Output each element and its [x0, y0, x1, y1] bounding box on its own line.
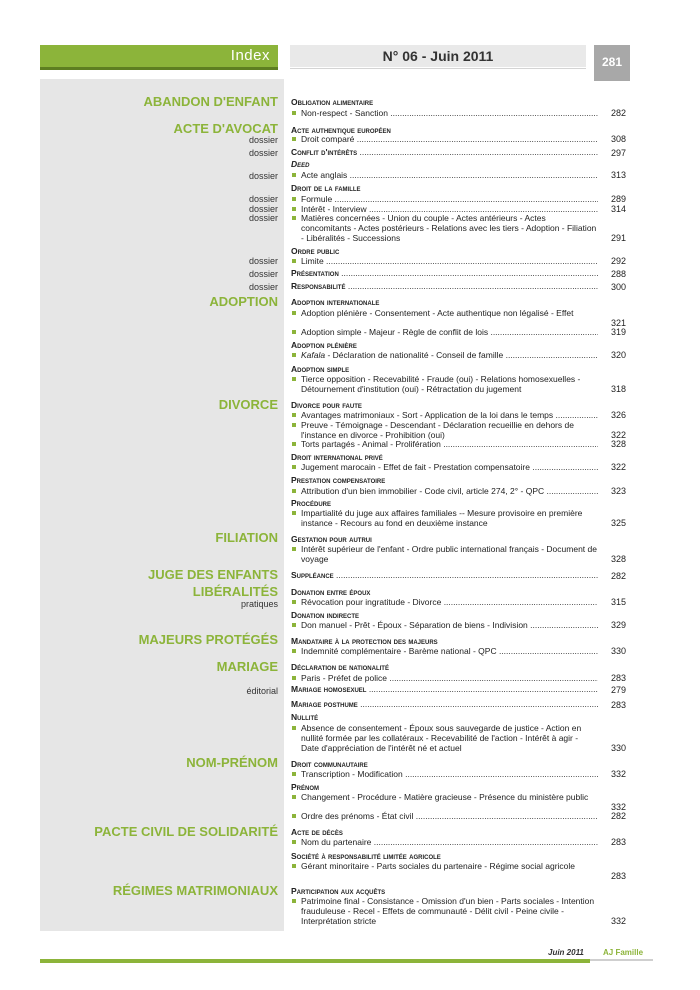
list-item: Adoption simple - Majeur - Règle de conflit de lois ..... 319 [291, 327, 628, 337]
heading-adoption-pleniere: Adoption plénière [291, 340, 357, 350]
issue-title: N° 06 - Juin 2011 [382, 48, 494, 64]
label-dossier: dossier [248, 204, 278, 214]
index-tab [40, 45, 278, 67]
heading-presentation: Présentation ..... 288 [291, 268, 628, 279]
category-acte-avocat: ACTE D'AVOCAT [173, 121, 278, 136]
list-item: Gérant minoritaire - Parts sociales du partenaire - Régime social agricole 283 [291, 861, 628, 881]
list-item: Matières concernées - Union du couple - Actes antérieurs - Actes concomitants - Actes postérieurs - Relations avec les tiers - Adoption - Filiation - Libéralités - Successions 291 [291, 213, 628, 243]
label-dossier: dossier [248, 194, 278, 204]
label-editorial: éditorial [246, 686, 278, 696]
list-item: Acte anglais ..... 313 [291, 170, 628, 180]
heading-deed: Deed [291, 159, 310, 169]
heading-responsabilite: Responsabilité ..... 300 [291, 281, 628, 292]
list-item: Absence de consentement - Époux sous sauvegarde de justice - Action en nullité formée par les collatéraux - Recevabilité de l'action - Intérêt à agir - Date d'appréciation de l'intérêt né et actuel 330 [291, 723, 628, 753]
heading-mandataire: Mandataire à la protection des majeurs [291, 636, 438, 646]
index-underline [40, 67, 278, 70]
list-item: Indemnité complémentaire - Barème national - QPC ..... 330 [291, 646, 628, 656]
category-adoption: ADOPTION [209, 294, 278, 309]
category-regimes-matrimoniaux: RÉGIMES MATRIMONIAUX [112, 883, 278, 898]
label-dossier: dossier [248, 213, 278, 223]
index-entries [291, 79, 628, 931]
index-title: Index [230, 47, 270, 64]
list-item: Formule ..... 289 [291, 194, 628, 204]
list-item: Droit comparé ..... 308 [291, 134, 628, 144]
category-nom-prenom: NOM-PRÉNOM [186, 755, 278, 770]
footer-rule-grey [590, 959, 653, 961]
list-item: Impartialité du juge aux affaires familiales -- Mesure provisoire en première instance - Recours au fond en deuxième instance 325 [291, 508, 628, 528]
category-panel [40, 79, 284, 931]
label-dossier: dossier [248, 135, 278, 145]
list-item: Révocation pour ingratitude - Divorce ..... 315 [291, 597, 628, 607]
label-pratiques: pratiques [240, 599, 278, 609]
list-item: Avantages matrimoniaux - Sort - Application de la loi dans le temps ..... 326 [291, 410, 628, 420]
label-dossier: dossier [248, 282, 278, 292]
category-juge-enfants: JUGE DES ENFANTS [147, 567, 278, 582]
list-item: Changement - Procédure - Matière gracieuse - Présence du ministère public 332 [291, 792, 628, 812]
heading-societe: Société à responsabilité limitée agricole [291, 851, 441, 861]
heading-donation-indirecte: Donation indirecte [291, 610, 360, 620]
issue-underline [290, 68, 586, 69]
heading-ordre-public: Ordre public [291, 246, 340, 256]
list-item: Intérêt supérieur de l'enfant - Ordre public international français - Document de voyage 328 [291, 544, 628, 564]
label-dossier: dossier [248, 171, 278, 181]
heading-prenom: Prénom [291, 782, 320, 792]
list-item: Attribution d'un bien immobilier - Code civil, article 274, 2° - QPC ..... 323 [291, 486, 628, 496]
heading-mariage-posthume: Mariage posthume ..... 283 [291, 699, 628, 710]
footer-magazine: AJ Famille [603, 948, 644, 957]
heading-adoption-internationale: Adoption internationale [291, 297, 380, 307]
list-item: Adoption plénière - Consentement - Acte authentique non légalisé - Effet 321 [291, 308, 628, 328]
heading-suppleance: Suppléance ..... 282 [291, 570, 628, 581]
heading-droit-international-prive: Droit international privé [291, 452, 383, 462]
footer-date: Juin 2011 [548, 948, 584, 957]
heading-acte-deces: Acte de décès [291, 827, 343, 837]
list-item: Non-respect - Sanction ..... 282 [291, 108, 628, 118]
heading-mariage-homosexuel: Mariage homosexuel ..... 279 [291, 684, 628, 695]
heading-obligation: Obligation alimentaire [291, 97, 374, 107]
heading-gestation-pour-autrui: Gestation pour autrui [291, 534, 372, 544]
label-dossier: dossier [248, 256, 278, 266]
issue-bar [290, 45, 586, 67]
page-number-box [594, 45, 630, 81]
list-item: Ordre des prénoms - État civil ..... 282 [291, 811, 628, 821]
heading-prestation-compensatoire: Prestation compensatoire [291, 475, 386, 485]
list-item: Kafala - Déclaration de nationalité - Conseil de famille ..... 320 [291, 350, 628, 360]
list-item: Patrimoine final - Consistance - Omission d'un bien - Parts sociales - Intention frauduleuse - Recel - Effets de communauté - Délit civil - Peine civile - Interprétation stricte 332 [291, 896, 628, 926]
label-dossier: dossier [248, 269, 278, 279]
category-mariage: MARIAGE [216, 659, 278, 674]
list-item: Don manuel - Prêt - Époux - Séparation de biens - Indivision ..... 329 [291, 620, 628, 630]
heading-conflit: Conflit d'intérêts ..... 297 [291, 147, 628, 158]
heading-nullite: Nullité [291, 712, 319, 722]
heading-adoption-simple: Adoption simple [291, 364, 350, 374]
list-item: Transcription - Modification ..... 332 [291, 769, 628, 779]
list-item: Intérêt - Interview ..... 314 [291, 204, 628, 214]
footer-rule [40, 959, 590, 963]
category-pacs: PACTE CIVIL DE SOLIDARITÉ [94, 824, 278, 839]
heading-donation-entre-epoux: Donation entre époux [291, 587, 371, 597]
list-item: Jugement marocain - Effet de fait - Prestation compensatoire ..... 322 [291, 462, 628, 472]
list-item: Limite ..... 292 [291, 256, 628, 266]
category-filiation: FILIATION [215, 530, 278, 545]
heading-declaration-nationalite: Déclaration de nationalité [291, 662, 389, 672]
heading-droit-communautaire: Droit communautaire [291, 759, 368, 769]
category-abandon: ABANDON D'ENFANT [143, 94, 278, 109]
category-majeurs-proteges: MAJEURS PROTÉGÉS [138, 632, 278, 647]
category-divorce: DIVORCE [218, 397, 278, 412]
heading-divorce-faute: Divorce pour faute [291, 400, 362, 410]
list-item: Paris - Préfet de police ..... 283 [291, 673, 628, 683]
list-item: Nom du partenaire ..... 283 [291, 837, 628, 847]
category-liberalites: LIBÉRALITÉS [192, 584, 278, 599]
heading-acte-authentique: Acte authentique européen [291, 125, 391, 135]
list-item: Preuve - Témoignage - Descendant - Déclaration recueillie en dehors de l'instance en divorce - Prohibition (oui) 322 [291, 420, 628, 440]
page-number: 281 [601, 55, 623, 69]
list-item: Torts partagés - Animal - Prolifération ..... 328 [291, 439, 628, 449]
heading-procedure: Procédure [291, 498, 332, 508]
label-dossier: dossier [248, 148, 278, 158]
heading-droit-famille: Droit de la famille [291, 183, 361, 193]
list-item: Tierce opposition - Recevabilité - Fraude (oui) - Relations homosexuelles - Détournement d'institution (oui) - Rétractation du jugement 318 [291, 374, 628, 394]
heading-participation-acquets: Participation aux acquêts [291, 886, 386, 896]
